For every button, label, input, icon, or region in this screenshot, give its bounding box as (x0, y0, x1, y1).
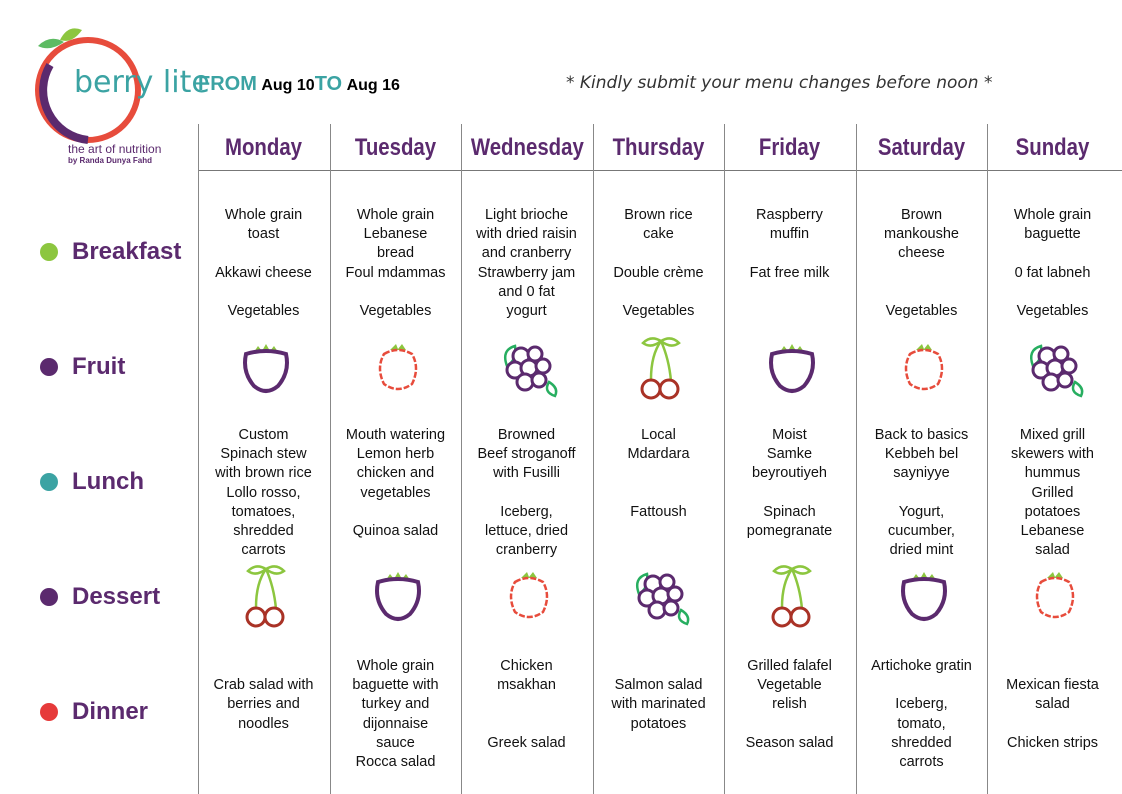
dinner-cell: Chicken msakhan Greek salad (487, 658, 566, 751)
berry-logo-icon (30, 20, 210, 145)
strawberry-icon (231, 333, 301, 403)
meal-label: Fruit (72, 353, 126, 380)
day-header: Saturday (877, 134, 966, 161)
logo-wordmark: berry lite (74, 65, 210, 100)
brand-byline: by Randa Dunya Fahd (68, 156, 153, 165)
brand-tagline: the art of nutrition (68, 142, 162, 156)
strawberry-icon (757, 333, 827, 403)
cherry-icon (626, 333, 696, 403)
from-label: FROM (198, 73, 257, 95)
breakfast-cell: Whole grain baguette 0 fat labneh Vegetables (1013, 207, 1092, 320)
strawberry-icon (363, 561, 433, 631)
lunch-cell: Mouth watering Lemon herb chicken and vegetables Quinoa salad (345, 427, 446, 540)
from-date: Aug 10 (261, 77, 315, 94)
strawberry-icon (889, 561, 959, 631)
lunch-cell: Mixed grill skewers with hummus Grilled potatoes Lebanese salad (1011, 427, 1094, 559)
blueberries-icon (626, 561, 696, 631)
day-header: Tuesday (354, 134, 437, 161)
meal-dot (40, 588, 58, 606)
raspberry-icon (363, 333, 433, 403)
dinner-cell: Artichoke gratin Iceberg, tomato, shredded carrots (871, 658, 972, 771)
blueberries-icon (1020, 333, 1090, 403)
raspberry-icon (889, 333, 959, 403)
header-divider (198, 170, 1122, 171)
meal-lunch (40, 468, 144, 496)
lunch-cell: Moist Samke beyroutiyeh Spinach pomegranate (746, 427, 833, 540)
to-date: Aug 16 (346, 77, 400, 94)
to-label: TO (314, 73, 343, 95)
date-range (198, 73, 400, 96)
meal-label: Dessert (72, 583, 161, 610)
raspberry-icon (494, 561, 564, 631)
cherry-icon (231, 561, 301, 631)
breakfast-cell: Raspberry muffin Fat free milk (749, 207, 830, 281)
meal-label: Dinner (72, 698, 149, 725)
lunch-cell: Back to basics Kebbeh bel sayniyye Yogurt, cucumber, dried mint (874, 427, 969, 559)
lunch-cell: Local Mdardara Fattoush (627, 427, 690, 520)
meal-breakfast (40, 238, 181, 266)
meal-label: Lunch (72, 468, 144, 495)
lunch-cell: Browned Beef stroganoff with Fusilli Iceberg, lettuce, dried cranberry (477, 427, 576, 559)
breakfast-cell: Brown rice cake Double crème Vegetables (613, 207, 704, 320)
breakfast-cell: Whole grain toast Akkawi cheese Vegetables (215, 207, 312, 320)
breakfast-cell: Whole grain Lebanese bread Foul mdammas Vegetables (345, 207, 446, 320)
brand-logo (30, 20, 210, 170)
dinner-cell: Whole grain baguette with turkey and dijonnaise sauce Rocca salad (352, 658, 439, 771)
meal-dot (40, 243, 58, 261)
lunch-cell: Custom Spinach stew with brown rice Lollo rosso, tomatoes, shredded carrots (215, 427, 312, 559)
menu-notice: * Kindly submit your menu changes before noon * (566, 73, 993, 93)
breakfast-cell: Light brioche with dried raisin and cranberry Strawberry jam and 0 fat yogurt (476, 207, 577, 320)
day-header: Thursday (612, 134, 705, 161)
dinner-cell: Mexican fiesta salad Chicken strips (1006, 677, 1099, 751)
day-header: Friday (758, 134, 821, 161)
dinner-cell: Salmon salad with marinated potatoes (611, 677, 706, 732)
breakfast-cell: Brown mankoushe cheese Vegetables (884, 207, 959, 320)
meal-dot (40, 473, 58, 491)
dinner-cell: Crab salad with berries and noodles (213, 677, 314, 732)
meal-dessert (40, 583, 160, 611)
meal-fruit (40, 353, 125, 381)
day-header: Sunday (1015, 134, 1090, 161)
meal-dot (40, 358, 58, 376)
cherry-icon (757, 561, 827, 631)
raspberry-icon (1020, 561, 1090, 631)
dinner-cell: Grilled falafel Vegetable relish Season salad (745, 658, 834, 751)
meal-dot (40, 703, 58, 721)
blueberries-icon (494, 333, 564, 403)
day-header: Monday (224, 134, 303, 161)
meal-dinner (40, 698, 148, 726)
meal-label: Breakfast (72, 238, 182, 265)
day-header: Wednesday (470, 134, 584, 161)
